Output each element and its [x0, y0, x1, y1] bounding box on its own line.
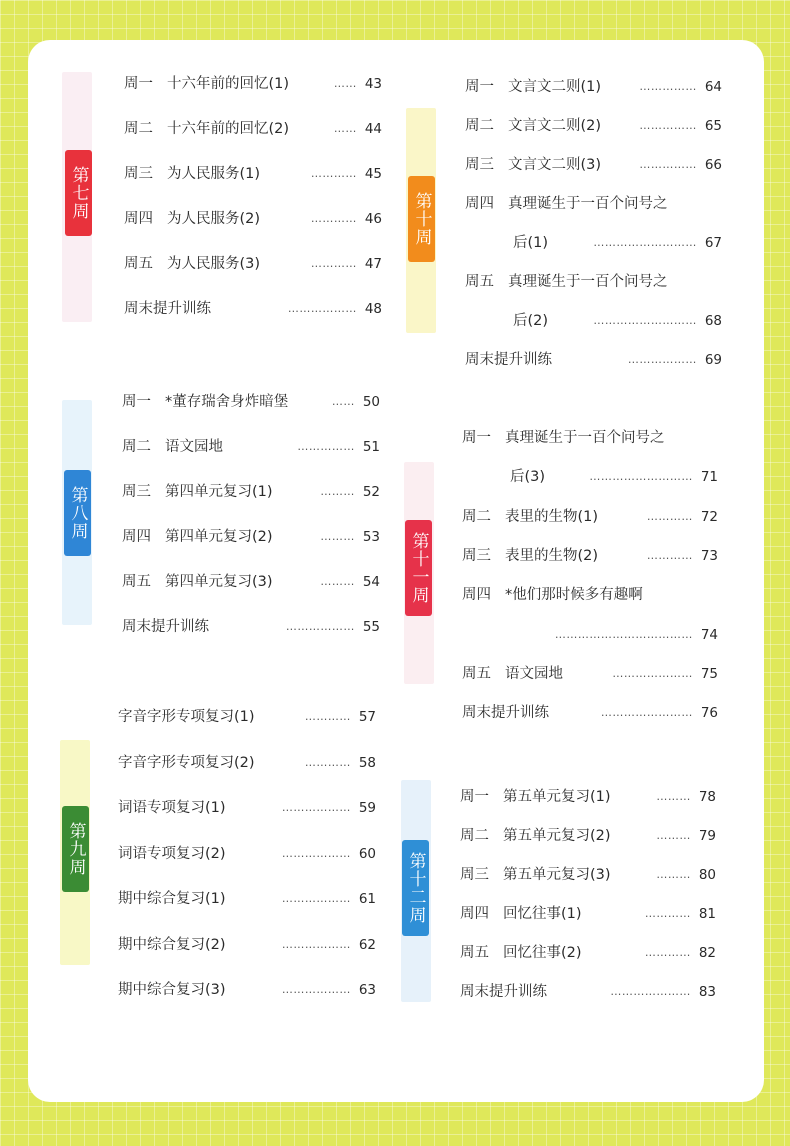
entry-leader-dots: ………………… — [610, 985, 691, 998]
entry-page-number: 48 — [364, 301, 382, 317]
entry-day: 周一 — [124, 76, 153, 92]
entry-title: 词语专项复习(2) — [118, 845, 226, 862]
entry-day: 周一 — [122, 394, 151, 410]
toc-entry — [124, 165, 382, 183]
entry-page-number: 73 — [700, 547, 718, 564]
entry-title: 语文园地 — [165, 439, 223, 455]
entry-title: 后(1) — [513, 235, 549, 251]
entry-leader-dots: ……………… — [627, 353, 697, 366]
entry-day: 周二 — [124, 121, 153, 137]
toc-entry — [465, 195, 722, 213]
entry-leader-dots: ……………… — [287, 302, 357, 315]
entry-page-number: 46 — [364, 211, 382, 227]
entry-title: 周末提升训练 — [124, 301, 211, 317]
entry-leader-dots: ……………… — [281, 846, 351, 860]
entry-page-number: 55 — [362, 619, 380, 635]
toc-entry — [510, 626, 718, 644]
entry-leader-dots: …………………… — [600, 706, 693, 720]
entry-leader-dots: ……… — [320, 485, 355, 498]
entry-leader-dots: ……………… — [285, 620, 355, 633]
entry-page-number: 69 — [704, 352, 722, 368]
entry-leader-dots: ………………… — [612, 666, 693, 680]
toc-entry — [460, 788, 716, 806]
toc-entry — [460, 944, 716, 962]
entry-leader-dots: ………… — [644, 946, 691, 959]
toc-entry — [513, 312, 722, 330]
entry-day: 周四 — [122, 529, 151, 545]
entry-title: 第四单元复习(1) — [165, 484, 273, 500]
entry-leader-dots: ………… — [310, 167, 357, 180]
entry-leader-dots: ……………………………… — [554, 627, 693, 641]
week7-tab: 第七周 — [65, 150, 92, 236]
entry-day: 周二 — [462, 508, 491, 525]
toc-entry — [124, 255, 382, 273]
entry-day: 周三 — [465, 157, 494, 173]
entry-page-number: 50 — [362, 394, 380, 410]
toc-entry — [122, 438, 380, 456]
toc-entry — [462, 547, 718, 565]
toc-entry — [465, 351, 722, 369]
entry-title: 真理诞生于一百个问号之 — [508, 196, 668, 212]
entry-title: 周末提升训练 — [465, 352, 552, 368]
entry-page-number: 54 — [362, 574, 380, 590]
entry-title: 真理诞生于一百个问号之 — [508, 274, 668, 290]
toc-entry — [118, 845, 376, 863]
toc-entry — [465, 156, 722, 174]
entry-page-number: 63 — [358, 982, 376, 998]
entry-leader-dots: ……………… — [281, 983, 351, 996]
entry-page-number: 60 — [358, 845, 376, 862]
entry-title: 语文园地 — [505, 665, 563, 682]
entry-page-number: 76 — [700, 705, 718, 722]
entry-page-number: 57 — [358, 709, 376, 725]
entry-page-number: 75 — [700, 665, 718, 682]
entry-leader-dots: ………… — [646, 548, 693, 562]
week12-tab: 第十二周 — [402, 840, 429, 936]
entry-day: 周五 — [465, 274, 494, 290]
entry-title: 表里的生物(2) — [505, 547, 599, 564]
entry-leader-dots: …… — [331, 395, 355, 408]
entry-leader-dots: ……………………… — [593, 236, 697, 249]
toc-entry — [118, 708, 376, 726]
entry-day: 周一 — [462, 430, 491, 446]
entry-page-number: 61 — [358, 891, 376, 907]
entry-leader-dots: ……… — [656, 790, 691, 803]
entry-page-number: 43 — [364, 76, 382, 92]
entry-page-number: 82 — [698, 945, 716, 961]
entry-page-number: 64 — [704, 79, 722, 95]
entry-leader-dots: ………… — [304, 755, 351, 769]
entry-day: 周五 — [462, 665, 491, 682]
toc-entry — [118, 890, 376, 908]
entry-title: 词语专项复习(1) — [118, 800, 226, 816]
entry-title: 文言文二则(3) — [508, 157, 602, 173]
entry-title: 期中综合复习(1) — [118, 891, 226, 907]
toc-entry — [122, 528, 380, 546]
toc-entry — [513, 234, 722, 252]
toc-entry — [118, 754, 376, 772]
entry-leader-dots: ……………………… — [589, 470, 693, 484]
entry-title: *董存瑞舍身炸暗堡 — [165, 394, 289, 410]
entry-title: 为人民服务(2) — [167, 211, 261, 227]
toc-entry — [462, 704, 718, 722]
entry-page-number: 78 — [698, 789, 716, 805]
week10-tab: 第十周 — [408, 176, 435, 262]
entry-title: 字音字形专项复习(2) — [118, 754, 255, 771]
entry-leader-dots: ……… — [656, 829, 691, 842]
entry-day: 周四 — [462, 587, 491, 604]
entry-title: 为人民服务(1) — [167, 166, 261, 182]
entry-day: 周三 — [460, 867, 489, 883]
entry-page-number: 66 — [704, 157, 722, 173]
entry-page-number: 79 — [698, 828, 716, 844]
toc-entry — [122, 393, 380, 411]
entry-page-number: 65 — [704, 118, 722, 134]
entry-page-number: 68 — [704, 313, 722, 329]
toc-entry — [124, 210, 382, 228]
entry-day: 周三 — [124, 166, 153, 182]
toc-entry — [462, 586, 718, 604]
entry-title: 回忆往事(1) — [503, 906, 582, 922]
entry-page-number: 45 — [364, 166, 382, 182]
entry-title: 十六年前的回忆(1) — [167, 76, 290, 92]
entry-leader-dots: ……… — [320, 575, 355, 588]
entry-leader-dots: ……………… — [281, 892, 351, 905]
entry-title: 文言文二则(1) — [508, 79, 602, 95]
entry-page-number: 71 — [700, 469, 718, 486]
toc-entry — [465, 117, 722, 135]
entry-leader-dots: ………… — [310, 212, 357, 225]
toc-entry — [118, 936, 376, 954]
entry-day: 周一 — [465, 79, 494, 95]
entry-leader-dots: ……… — [656, 868, 691, 881]
entry-day: 周三 — [122, 484, 151, 500]
entry-title: 字音字形专项复习(1) — [118, 709, 255, 725]
entry-title: 第四单元复习(2) — [165, 529, 273, 545]
entry-title: 周末提升训练 — [122, 619, 209, 635]
toc-entry — [122, 573, 380, 591]
entry-title: 第四单元复习(3) — [165, 574, 273, 590]
entry-page-number: 62 — [358, 936, 376, 953]
entry-leader-dots: …………… — [639, 158, 697, 171]
entry-page-number: 44 — [364, 121, 382, 137]
entry-page-number: 83 — [698, 984, 716, 1000]
entry-page-number: 74 — [700, 626, 718, 643]
entry-day: 周四 — [124, 211, 153, 227]
toc-entry — [465, 273, 722, 291]
entry-leader-dots: …………… — [639, 80, 697, 93]
entry-title: 表里的生物(1) — [505, 508, 599, 525]
entry-leader-dots: …………… — [297, 440, 355, 453]
entry-title: 周末提升训练 — [460, 984, 547, 1000]
entry-page-number: 58 — [358, 754, 376, 771]
entry-title: 真理诞生于一百个问号之 — [505, 430, 665, 446]
entry-leader-dots: ………… — [310, 257, 357, 270]
week11-tab: 第十一周 — [405, 520, 432, 616]
entry-leader-dots: …… — [333, 122, 357, 135]
toc-entry — [462, 665, 718, 683]
entry-leader-dots: ………… — [644, 907, 691, 920]
entry-day: 周一 — [460, 789, 489, 805]
entry-title: *他们那时候多有趣啊 — [505, 587, 643, 604]
entry-leader-dots: …………… — [639, 119, 697, 132]
entry-day: 周四 — [465, 196, 494, 212]
entry-title: 第五单元复习(2) — [503, 828, 611, 844]
entry-page-number: 80 — [698, 867, 716, 883]
entry-page-number: 52 — [362, 484, 380, 500]
entry-title: 文言文二则(2) — [508, 118, 602, 134]
entry-leader-dots: ……………… — [281, 937, 351, 951]
week9-tab: 第九周 — [62, 806, 89, 892]
toc-entry — [124, 75, 382, 93]
entry-day: 周二 — [465, 118, 494, 134]
entry-page-number: 59 — [358, 800, 376, 816]
entry-page-number: 81 — [698, 906, 716, 922]
entry-leader-dots: …… — [333, 77, 357, 90]
toc-entry — [122, 618, 380, 636]
entry-page-number: 47 — [364, 256, 382, 272]
toc-entry — [460, 983, 716, 1001]
toc-entry — [460, 905, 716, 923]
entry-day: 周五 — [460, 945, 489, 961]
toc-entry — [124, 300, 382, 318]
entry-title: 后(2) — [513, 313, 549, 329]
entry-day: 周五 — [122, 574, 151, 590]
entry-day: 周三 — [462, 547, 491, 564]
entry-day: 周五 — [124, 256, 153, 272]
entry-title: 第五单元复习(1) — [503, 789, 611, 805]
entry-page-number: 67 — [704, 235, 722, 251]
entry-title: 期中综合复习(2) — [118, 936, 226, 953]
week8-tab: 第八周 — [64, 470, 91, 556]
entry-page-number: 72 — [700, 508, 718, 525]
toc-entry — [460, 866, 716, 884]
toc-entry — [462, 508, 718, 526]
entry-leader-dots: ………… — [304, 710, 351, 723]
toc-entry — [510, 468, 718, 486]
toc-entry — [460, 827, 716, 845]
entry-leader-dots: ……………………… — [593, 314, 697, 327]
entry-page-number: 51 — [362, 439, 380, 455]
toc-entry — [124, 120, 382, 138]
entry-day: 周四 — [460, 906, 489, 922]
toc-entry — [465, 78, 722, 96]
entry-title: 回忆往事(2) — [503, 945, 582, 961]
entry-page-number: 53 — [362, 529, 380, 545]
entry-day: 周二 — [460, 828, 489, 844]
entry-leader-dots: ………… — [646, 509, 693, 523]
entry-title: 后(3) — [510, 469, 546, 486]
entry-title: 期中综合复习(3) — [118, 982, 226, 998]
toc-entry — [118, 981, 376, 999]
toc-entry — [118, 799, 376, 817]
toc-entry — [462, 429, 718, 447]
entry-day: 周二 — [122, 439, 151, 455]
entry-leader-dots: ……… — [320, 530, 355, 543]
toc-entry — [122, 483, 380, 501]
entry-title: 为人民服务(3) — [167, 256, 261, 272]
entry-title: 十六年前的回忆(2) — [167, 121, 290, 137]
entry-leader-dots: ……………… — [281, 801, 351, 814]
entry-title: 周末提升训练 — [462, 705, 549, 722]
entry-title: 第五单元复习(3) — [503, 867, 611, 883]
